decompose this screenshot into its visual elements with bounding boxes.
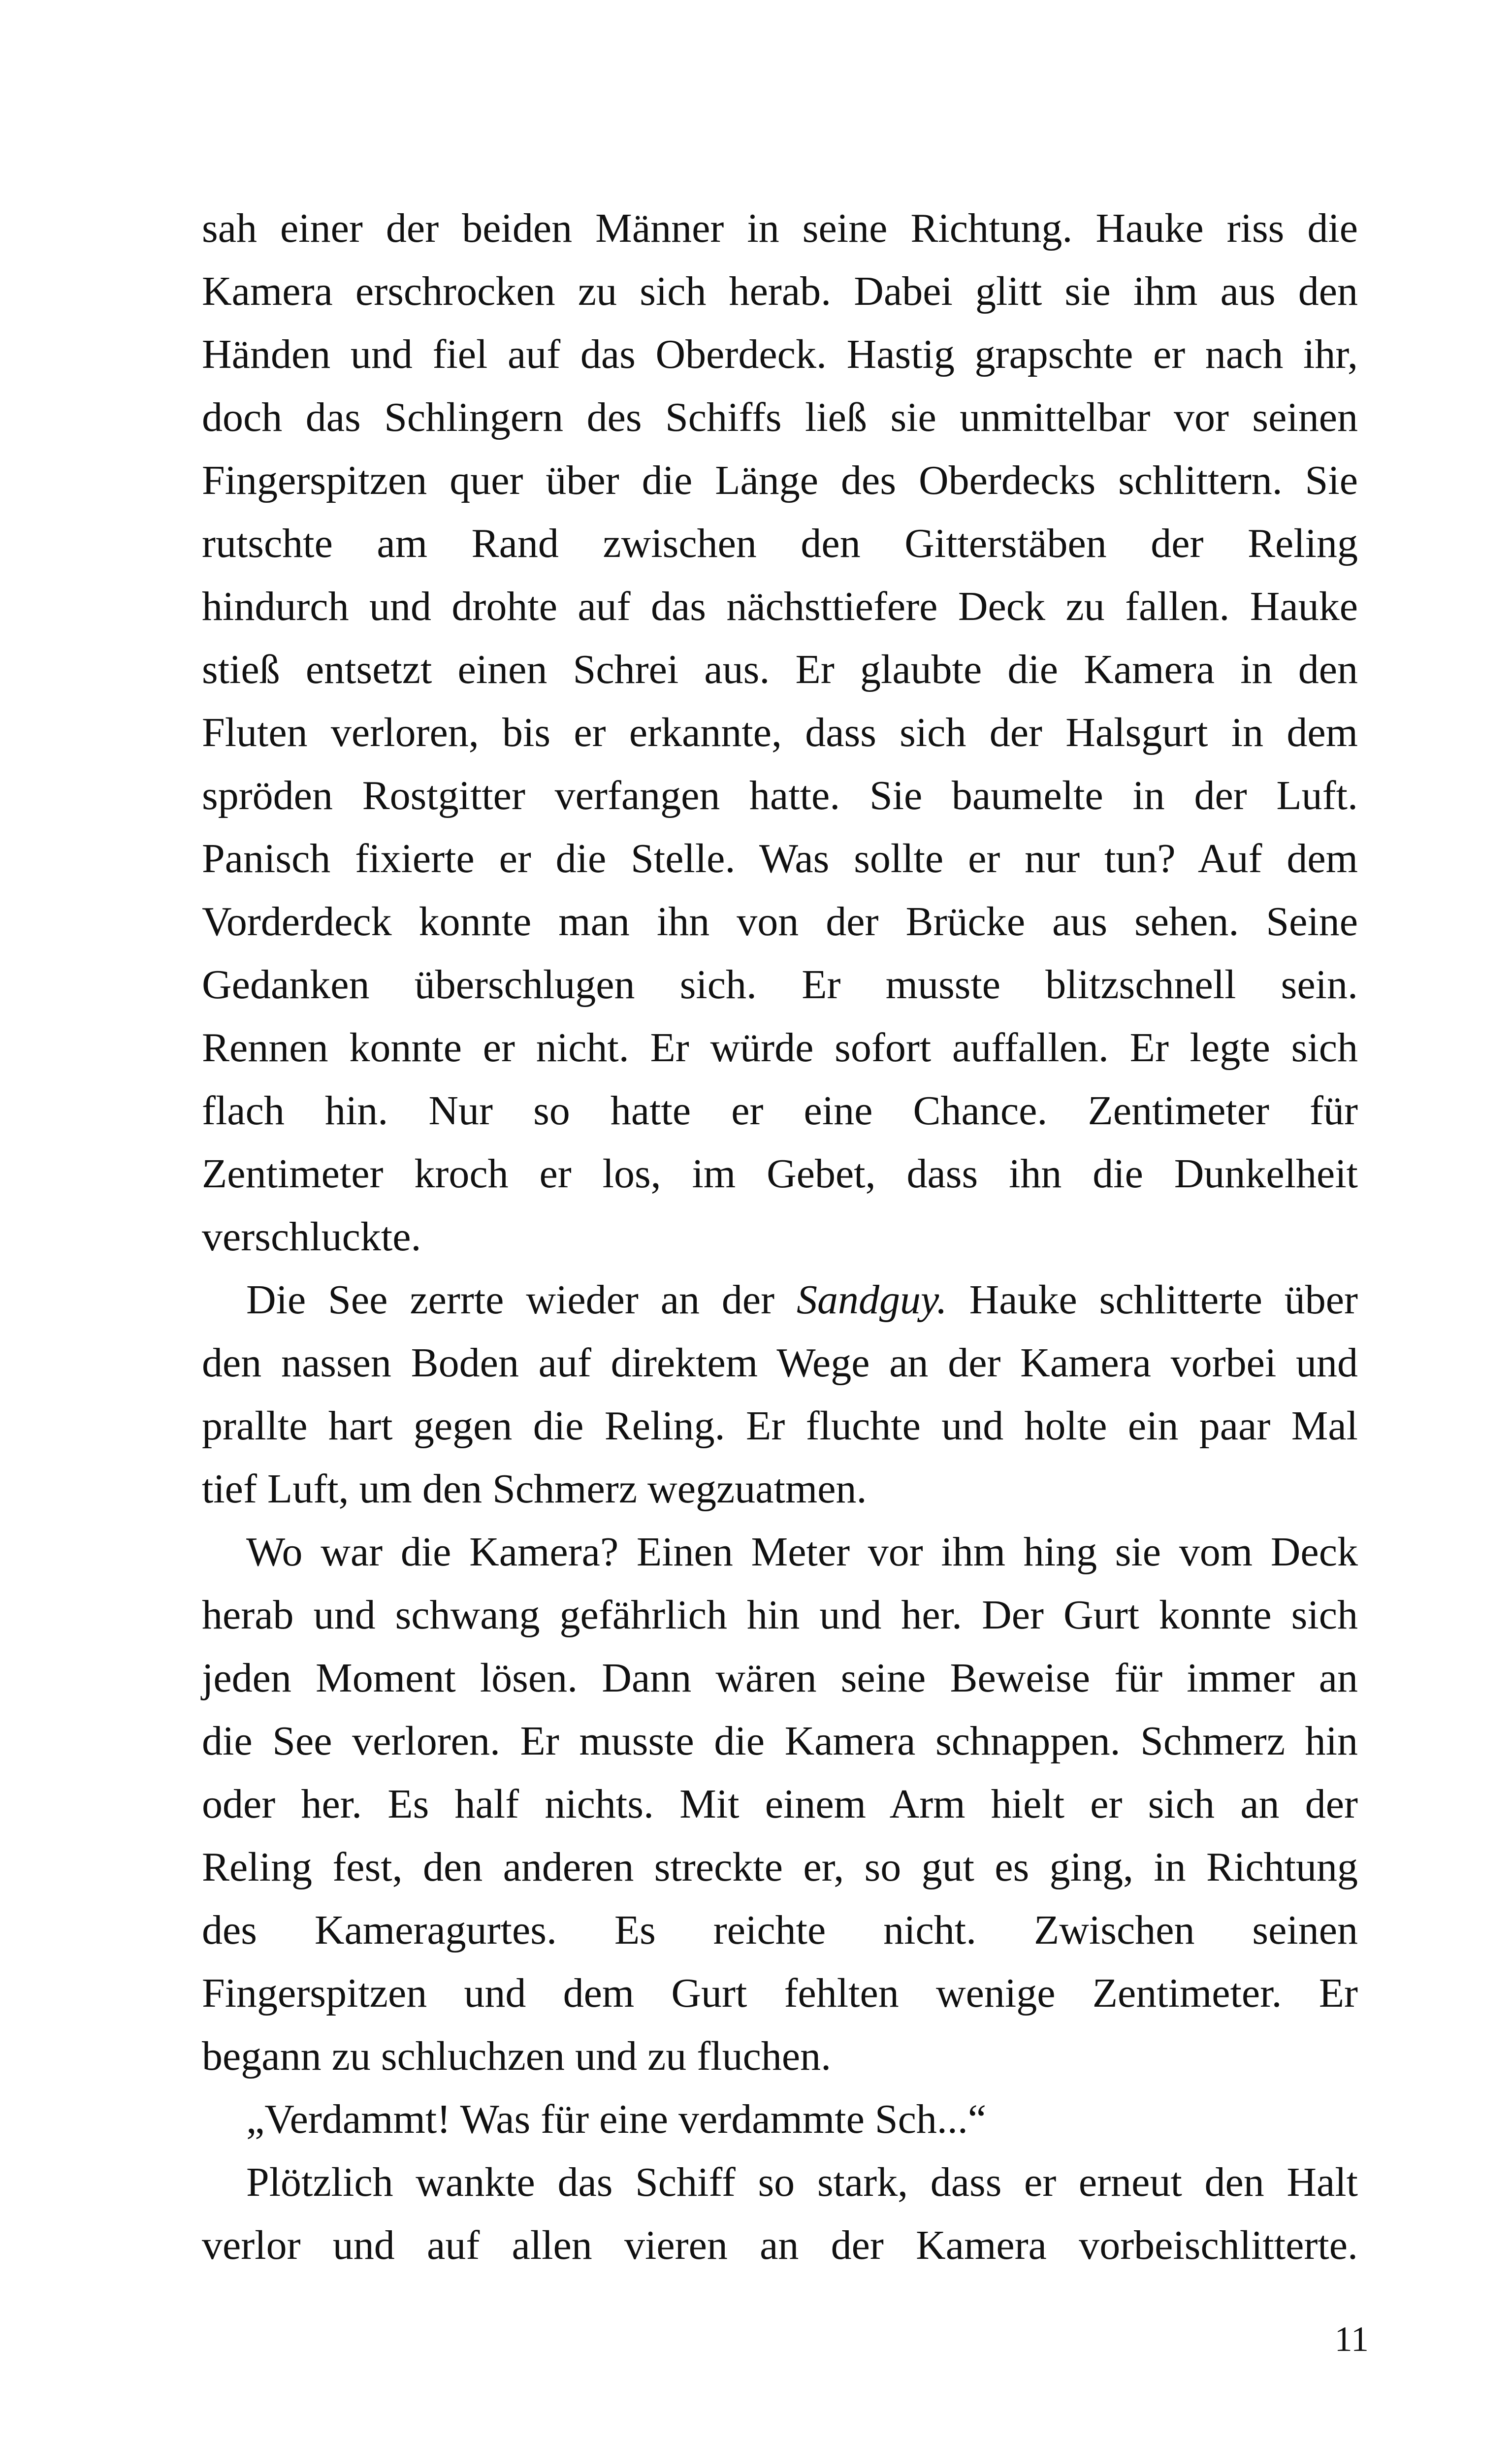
text-segment: Wo war die Kamera? Einen Meter vor ihm hing sie vom Deck (246, 1529, 1358, 1575)
text-line (202, 1962, 1358, 2025)
text-segment: sah einer der beiden Männer in seine Richtung. Hauke riss die (202, 205, 1358, 251)
text-line (202, 827, 1358, 890)
text-line (202, 1710, 1358, 1773)
text-line (202, 197, 1358, 260)
text-line (202, 764, 1358, 827)
text-segment: Vorderdeck konnte man ihn von der Brücke aus sehen. Seine (202, 899, 1358, 945)
text-segment: begann zu schluchzen und zu fluchen. (202, 2033, 832, 2079)
text-segment: den nassen Boden auf direktem Wege an der Kamera vorbei und (202, 1340, 1358, 1386)
text-line (202, 1016, 1358, 1079)
text-segment: Fluten verloren, bis er erkannte, dass sich der Halsgurt in dem (202, 710, 1358, 755)
text-line (202, 1205, 1358, 1269)
text-segment: rutschte am Rand zwischen den Gitterstäben der Reling (202, 521, 1358, 566)
text-segment: Zentimeter kroch er los, im Gebet, dass ihn die Dunkelheit (202, 1151, 1358, 1197)
text-segment: verlor und auf allen vieren an der Kamera vorbeischlitterte. (202, 2222, 1358, 2268)
text-line (202, 1079, 1358, 1142)
text-line (202, 2025, 1358, 2088)
text-segment: tief Luft, um den Schmerz wegzuatmen. (202, 1466, 867, 1512)
text-line (202, 1395, 1358, 1458)
text-line (202, 386, 1358, 449)
text-line (202, 2088, 1358, 2151)
text-segment: Rennen konnte er nicht. Er würde sofort auffallen. Er legte sich (202, 1025, 1358, 1071)
text-line (202, 575, 1358, 638)
text-segment: hindurch und drohte auf das nächsttiefere Deck zu fallen. Hauke (202, 584, 1358, 629)
text-line (202, 1773, 1358, 1836)
text-line (202, 1836, 1358, 1899)
text-line (202, 1521, 1358, 1584)
text-segment: verschluckte. (202, 1214, 421, 1260)
text-segment: flach hin. Nur so hatte er eine Chance. Zentimeter für (202, 1088, 1358, 1134)
text-segment: Reling fest, den anderen streckte er, so gut es ging, in Richtung (202, 1844, 1358, 1890)
text-segment: Fingerspitzen und dem Gurt fehlten wenige Zentimeter. Er (202, 1970, 1358, 2016)
text-line (202, 1142, 1358, 1205)
text-segment: Händen und fiel auf das Oberdeck. Hastig grapschte er nach ihr, (202, 331, 1358, 377)
page-number: 11 (1334, 2319, 1369, 2359)
text-line (202, 953, 1358, 1016)
text-line (202, 1332, 1358, 1395)
text-line (202, 2151, 1358, 2214)
text-segment: oder her. Es half nichts. Mit einem Arm hielt er sich an der (202, 1781, 1358, 1827)
text-segment: Hauke schlitterte über (947, 1277, 1358, 1323)
text-line (202, 449, 1358, 512)
text-line (202, 1647, 1358, 1710)
text-line (202, 701, 1358, 764)
text-line (202, 1269, 1358, 1332)
text-segment: Panisch fixierte er die Stelle. Was sollte er nur tun? Auf dem (202, 836, 1358, 881)
text-segment: prallte hart gegen die Reling. Er fluchte und holte ein paar Mal (202, 1403, 1358, 1449)
text-segment: jeden Moment lösen. Dann wären seine Beweise für immer an (202, 1655, 1358, 1701)
text-line (202, 890, 1358, 953)
text-line (202, 1584, 1358, 1647)
text-segment: „Verdammt! Was für eine verdammte Sch...“ (246, 2096, 987, 2142)
text-segment: Die See zerrte wieder an der (246, 1277, 797, 1323)
text-segment: doch das Schlingern des Schiffs ließ sie unmittelbar vor seinen (202, 394, 1358, 440)
italic-ship-name: Sandguy. (797, 1277, 947, 1323)
text-segment: stieß entsetzt einen Schrei aus. Er glaubte die Kamera in den (202, 647, 1358, 692)
text-segment: Gedanken überschlugen sich. Er musste blitzschnell sein. (202, 962, 1358, 1008)
text-segment: des Kameragurtes. Es reichte nicht. Zwischen seinen (202, 1907, 1358, 1953)
text-line (202, 323, 1358, 386)
text-line (202, 512, 1358, 575)
text-segment: die See verloren. Er musste die Kamera schnappen. Schmerz hin (202, 1718, 1358, 1764)
text-segment: Fingerspitzen quer über die Länge des Oberdecks schlittern. Sie (202, 457, 1358, 503)
text-segment: Plötzlich wankte das Schiff so stark, dass er erneut den Halt (246, 2159, 1358, 2205)
text-line (202, 260, 1358, 323)
text-line (202, 1899, 1358, 1962)
text-segment: herab und schwang gefährlich hin und her. Der Gurt konnte sich (202, 1592, 1358, 1638)
text-segment: Kamera erschrocken zu sich herab. Dabei glitt sie ihm aus den (202, 268, 1358, 314)
text-segment: spröden Rostgitter verfangen hatte. Sie baumelte in der Luft. (202, 773, 1358, 818)
text-line (202, 1458, 1358, 1521)
body-text (202, 197, 1358, 2277)
text-line (202, 638, 1358, 701)
text-line (202, 2214, 1358, 2277)
